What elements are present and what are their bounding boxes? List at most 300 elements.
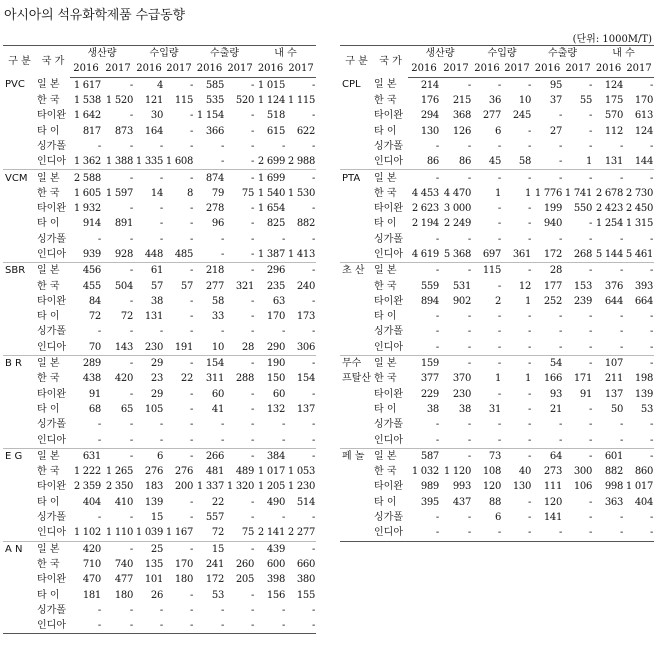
value-cell: 252	[543, 295, 563, 307]
value-cell: -	[588, 125, 593, 137]
category-cell	[3, 123, 36, 138]
value-cell: 230	[134, 340, 164, 356]
table-row	[3, 263, 316, 279]
value-cell: -	[70, 618, 102, 634]
category-cell	[3, 603, 36, 618]
value-cell: -	[532, 432, 563, 448]
value-cell: 121	[144, 95, 164, 107]
category-cell: VCM	[5, 172, 28, 184]
country-cell: 인디아	[373, 340, 408, 356]
value-cell: -	[558, 172, 563, 184]
value-cell: -	[250, 79, 255, 91]
table-row	[3, 479, 316, 494]
country-cell: 일 본	[374, 450, 397, 462]
value-cell: 1 167	[164, 525, 194, 541]
category-cell	[3, 186, 36, 201]
value-cell: 438	[82, 373, 101, 385]
value-cell: 1 605	[73, 187, 101, 199]
country-cell: 인디아	[36, 247, 70, 263]
value-cell: -	[467, 326, 472, 338]
category-cell	[340, 247, 373, 263]
country-cell: 타 이	[37, 125, 60, 137]
category-cell	[3, 402, 36, 417]
value-cell: 61	[150, 265, 164, 277]
value-cell: -	[467, 419, 472, 431]
value-cell: 126	[452, 125, 472, 137]
value-cell: 50	[610, 403, 624, 415]
value-cell: 65	[120, 403, 134, 415]
country-cell: 타이완	[37, 481, 66, 493]
table-row	[3, 340, 316, 356]
table-row	[3, 402, 316, 417]
header-year-2016: 2016	[70, 61, 102, 77]
value-cell: -	[435, 233, 439, 245]
category-cell	[3, 417, 36, 432]
value-cell: -	[588, 419, 593, 431]
category-cell	[3, 216, 36, 231]
table-row	[340, 479, 654, 494]
value-cell: -	[440, 525, 472, 541]
value-cell: 75	[241, 187, 255, 199]
value-cell: -	[70, 432, 102, 448]
value-cell: 141	[543, 512, 563, 524]
value-cell: 928	[102, 247, 134, 263]
value-cell: 12	[518, 280, 532, 292]
value-cell: 30	[150, 110, 164, 122]
country-cell: 일 본	[37, 358, 60, 370]
value-cell: -	[250, 388, 255, 400]
value-cell: 88	[488, 496, 502, 508]
value-cell: 53	[640, 403, 654, 415]
value-cell: 585	[205, 79, 225, 91]
value-cell: 57	[150, 280, 164, 292]
value-cell: 410	[114, 496, 134, 508]
header-production: 생산량	[408, 46, 472, 62]
header-year-2017: 2017	[440, 61, 472, 77]
value-cell: -	[467, 233, 472, 245]
value-cell: 1 320	[226, 481, 255, 493]
value-cell: -	[102, 618, 134, 634]
value-cell: 235	[266, 280, 286, 292]
value-cell: -	[129, 419, 134, 431]
category-cell: 무수	[342, 358, 362, 370]
value-cell: -	[220, 604, 225, 616]
table-row	[3, 154, 316, 170]
value-cell: -	[189, 419, 194, 431]
value-cell: 420	[82, 543, 101, 555]
value-cell: 38	[426, 403, 439, 415]
unit-label: (단위: 1000M/T)	[572, 34, 652, 45]
value-cell: -	[467, 512, 472, 524]
value-cell: -	[588, 140, 593, 152]
value-cell: -	[281, 419, 286, 431]
value-cell: -	[250, 512, 255, 524]
value-cell: -	[467, 172, 472, 184]
value-cell: 535	[205, 95, 225, 107]
value-cell: 23	[150, 373, 164, 385]
table-row	[340, 510, 654, 525]
table-row	[3, 201, 316, 216]
value-cell: 2 194	[411, 218, 439, 230]
value-cell: -	[527, 358, 532, 370]
value-cell: 45	[472, 154, 502, 170]
value-cell: 1 387	[255, 247, 286, 263]
value-cell: -	[440, 340, 472, 356]
value-cell: 55	[579, 95, 593, 107]
value-cell: -	[527, 512, 532, 524]
page-title: 아시아의 석유화학제품 수급동향	[4, 8, 185, 23]
value-cell: -	[619, 512, 624, 524]
value-cell: 1 335	[134, 154, 164, 170]
category-cell	[3, 108, 36, 123]
value-cell: -	[558, 110, 563, 122]
value-cell: -	[311, 326, 316, 338]
table-row	[3, 387, 316, 402]
value-cell: -	[189, 326, 194, 338]
country-cell: 타 이	[37, 589, 60, 601]
value-cell: 58	[211, 295, 225, 307]
value-cell: 181	[82, 589, 101, 601]
value-cell: 4 619	[408, 247, 440, 263]
value-cell: -	[497, 280, 502, 292]
value-cell: 615	[266, 125, 286, 137]
value-cell: -	[134, 432, 164, 448]
category-cell	[340, 525, 373, 541]
value-cell: -	[619, 265, 624, 277]
value-cell: -	[250, 419, 255, 431]
value-cell: 137	[604, 388, 624, 400]
value-cell: -	[189, 125, 194, 137]
value-cell: -	[97, 512, 101, 524]
value-cell: 10	[518, 95, 532, 107]
value-cell: 54	[549, 358, 563, 370]
value-cell: -	[563, 525, 593, 541]
value-cell: 260	[235, 558, 255, 570]
table-row	[340, 201, 654, 216]
table-row	[3, 525, 316, 541]
value-cell: -	[649, 326, 654, 338]
value-cell: 1 039	[134, 525, 164, 541]
value-cell: 420	[114, 373, 134, 385]
header-year-2017: 2017	[286, 61, 316, 77]
country-cell: 한 국	[37, 558, 60, 570]
value-cell: 15	[150, 512, 164, 524]
value-cell: 5 144	[593, 247, 624, 263]
value-cell: -	[97, 233, 101, 245]
value-cell: -	[97, 419, 101, 431]
category-cell	[340, 123, 373, 138]
value-cell: 1 032	[411, 466, 439, 478]
table-row	[340, 309, 654, 324]
value-cell: 2 249	[443, 218, 472, 230]
value-cell: -	[194, 432, 225, 448]
value-cell: -	[311, 233, 316, 245]
value-cell: 79	[211, 187, 225, 199]
value-cell: -	[408, 340, 440, 356]
header-year-2017: 2017	[502, 61, 532, 77]
header-imports: 수입량	[134, 46, 194, 62]
value-cell: 155	[296, 589, 316, 601]
table-row	[3, 278, 316, 293]
value-cell: -	[497, 311, 502, 323]
country-cell: 타이완	[37, 574, 66, 586]
value-cell: -	[527, 218, 532, 230]
value-cell: 2 730	[625, 187, 654, 199]
value-cell: 404	[634, 496, 654, 508]
table-row	[3, 448, 316, 464]
value-cell: -	[189, 233, 194, 245]
table-row	[3, 186, 316, 201]
category-cell: 프탈산	[342, 373, 371, 385]
value-cell: 1 520	[105, 95, 134, 107]
value-cell: -	[189, 543, 194, 555]
value-cell: -	[281, 326, 286, 338]
category-cell	[3, 278, 36, 293]
value-cell: -	[281, 604, 286, 616]
country-cell: 한 국	[37, 95, 60, 107]
value-cell: 214	[420, 79, 439, 91]
value-cell: 1 254	[595, 218, 624, 230]
value-cell: 166	[543, 373, 563, 385]
category-cell	[3, 139, 36, 154]
value-cell: 180	[114, 589, 134, 601]
category-cell	[340, 432, 373, 448]
value-cell: 2 699	[255, 154, 286, 170]
country-cell: 타 이	[37, 403, 60, 415]
value-cell: -	[563, 432, 593, 448]
value-cell: 398	[266, 574, 286, 586]
value-cell: 477	[114, 574, 134, 586]
value-cell: -	[558, 140, 563, 152]
value-cell: 4 453	[411, 187, 439, 199]
value-cell: -	[435, 326, 439, 338]
value-cell: 914	[82, 218, 101, 230]
value-cell: 825	[266, 218, 286, 230]
value-cell: 1 120	[443, 466, 472, 478]
table-row	[3, 123, 316, 138]
category-cell	[3, 495, 36, 510]
value-cell: 64	[549, 450, 563, 462]
value-cell: -	[527, 125, 532, 137]
header-year-2017: 2017	[102, 61, 134, 77]
value-cell: 1	[563, 154, 593, 170]
value-cell: -	[189, 512, 194, 524]
country-cell: 타 이	[37, 311, 60, 323]
table-row	[3, 417, 316, 432]
table-row	[3, 108, 316, 123]
value-cell: -	[527, 172, 532, 184]
value-cell: -	[189, 358, 194, 370]
value-cell: 2 678	[595, 187, 624, 199]
value-cell: 96	[211, 218, 225, 230]
value-cell: -	[527, 140, 532, 152]
value-cell: -	[281, 233, 286, 245]
value-cell: 273	[543, 466, 563, 478]
value-cell: -	[129, 543, 134, 555]
value-cell: -	[619, 172, 624, 184]
value-cell: -	[129, 265, 134, 277]
category-cell	[3, 324, 36, 339]
header-year-2016: 2016	[255, 61, 286, 77]
value-cell: 377	[420, 373, 439, 385]
value-cell: 485	[164, 247, 194, 263]
table-row	[340, 139, 654, 154]
value-cell: 1 053	[287, 466, 316, 478]
value-cell: -	[159, 326, 164, 338]
value-cell: -	[220, 140, 225, 152]
value-cell: 6	[494, 125, 502, 137]
value-cell: 300	[573, 466, 593, 478]
value-cell: -	[225, 432, 255, 448]
table-row	[340, 495, 654, 510]
value-cell: 130	[420, 125, 439, 137]
country-cell: 타이완	[37, 110, 66, 122]
value-cell: -	[527, 496, 532, 508]
value-cell: -	[220, 419, 225, 431]
value-cell: 72	[120, 311, 134, 323]
value-cell: -	[189, 203, 194, 215]
value-cell: -	[311, 203, 316, 215]
value-cell: -	[250, 140, 255, 152]
country-cell: 타 이	[374, 125, 397, 137]
value-cell: 940	[543, 218, 563, 230]
value-cell: 697	[472, 247, 502, 263]
value-cell: -	[129, 233, 134, 245]
value-cell: 172	[532, 247, 563, 263]
country-cell: 타이완	[37, 388, 66, 400]
value-cell: 170	[634, 95, 654, 107]
value-cell: 644	[604, 295, 624, 307]
value-cell: -	[286, 618, 316, 634]
value-cell: 53	[211, 589, 225, 601]
category-cell	[340, 402, 373, 417]
country-cell: 한 국	[37, 187, 60, 199]
value-cell: -	[527, 388, 532, 400]
value-cell: 361	[502, 247, 532, 263]
value-cell: 2	[494, 295, 502, 307]
value-cell: 170	[174, 558, 194, 570]
value-cell: 22	[180, 373, 194, 385]
header-category: 구 분	[340, 46, 373, 78]
value-cell: -	[440, 432, 472, 448]
value-cell: 5 461	[624, 247, 654, 263]
table-row	[340, 417, 654, 432]
value-cell: -	[129, 358, 134, 370]
category-cell	[3, 432, 36, 448]
value-cell: 366	[205, 125, 225, 137]
value-cell: -	[588, 326, 593, 338]
header-country: 국 가	[373, 46, 408, 78]
value-cell: 28	[225, 340, 255, 356]
value-cell: -	[593, 340, 624, 356]
category-cell	[3, 340, 36, 356]
category-cell	[340, 464, 373, 479]
value-cell: 33	[211, 311, 225, 323]
value-cell: -	[527, 311, 532, 323]
value-cell: -	[129, 203, 134, 215]
country-cell: 한 국	[374, 466, 397, 478]
value-cell: 139	[634, 388, 654, 400]
value-cell: 29	[150, 358, 164, 370]
value-cell: 139	[144, 496, 164, 508]
value-cell: 176	[420, 95, 439, 107]
value-cell: 448	[134, 247, 164, 263]
value-cell: 520	[235, 95, 255, 107]
value-cell: 622	[296, 125, 316, 137]
value-cell: -	[649, 265, 654, 277]
value-cell: 70	[70, 340, 102, 356]
table-row	[3, 232, 316, 247]
value-cell: 2 623	[411, 203, 439, 215]
value-cell: -	[619, 419, 624, 431]
value-cell: 559	[420, 280, 439, 292]
value-cell: -	[649, 512, 654, 524]
value-cell: -	[129, 326, 134, 338]
value-cell: -	[588, 172, 593, 184]
value-cell: 998	[604, 481, 624, 493]
value-cell: 1	[524, 295, 532, 307]
value-cell: -	[619, 140, 624, 152]
category-cell	[340, 108, 373, 123]
value-cell: 205	[235, 574, 255, 586]
value-cell: 600	[266, 558, 286, 570]
category-cell: 초 산	[342, 265, 365, 277]
category-cell: A N	[5, 543, 23, 555]
value-cell: 199	[543, 203, 563, 215]
value-cell: -	[588, 403, 593, 415]
country-cell: 일 본	[374, 358, 397, 370]
value-cell: -	[649, 233, 654, 245]
value-cell: 490	[266, 496, 286, 508]
category-cell	[3, 232, 36, 247]
value-cell: 306	[286, 340, 316, 356]
value-cell: 456	[82, 265, 101, 277]
country-cell: 일 본	[37, 265, 60, 277]
value-cell: -	[250, 403, 255, 415]
country-cell: 한 국	[37, 466, 60, 478]
value-cell: 380	[296, 574, 316, 586]
value-cell: -	[497, 358, 502, 370]
value-cell: -	[497, 79, 502, 91]
header-year-2016: 2016	[408, 61, 440, 77]
value-cell: 137	[296, 403, 316, 415]
value-cell: 1 699	[257, 172, 286, 184]
value-cell: -	[250, 295, 255, 307]
value-cell: 290	[255, 340, 286, 356]
value-cell: -	[194, 154, 225, 170]
value-cell: 154	[205, 358, 225, 370]
value-cell: 21	[549, 403, 563, 415]
value-cell: 993	[452, 481, 472, 493]
supply-demand-table-left	[3, 45, 316, 634]
value-cell: -	[497, 203, 502, 215]
header-category: 구 분	[3, 46, 36, 78]
value-cell: -	[472, 432, 502, 448]
country-cell: 타이완	[37, 203, 66, 215]
value-cell: -	[311, 172, 316, 184]
value-cell: -	[250, 496, 255, 508]
value-cell: 245	[512, 110, 532, 122]
category-cell	[3, 572, 36, 587]
category-cell: SBR	[5, 265, 26, 277]
value-cell: 40	[518, 466, 532, 478]
country-cell: 인디아	[373, 154, 408, 170]
value-cell: -	[588, 311, 593, 323]
value-cell: 72	[194, 525, 225, 541]
table-row	[340, 232, 654, 247]
category-cell	[340, 216, 373, 231]
value-cell: 72	[88, 311, 101, 323]
